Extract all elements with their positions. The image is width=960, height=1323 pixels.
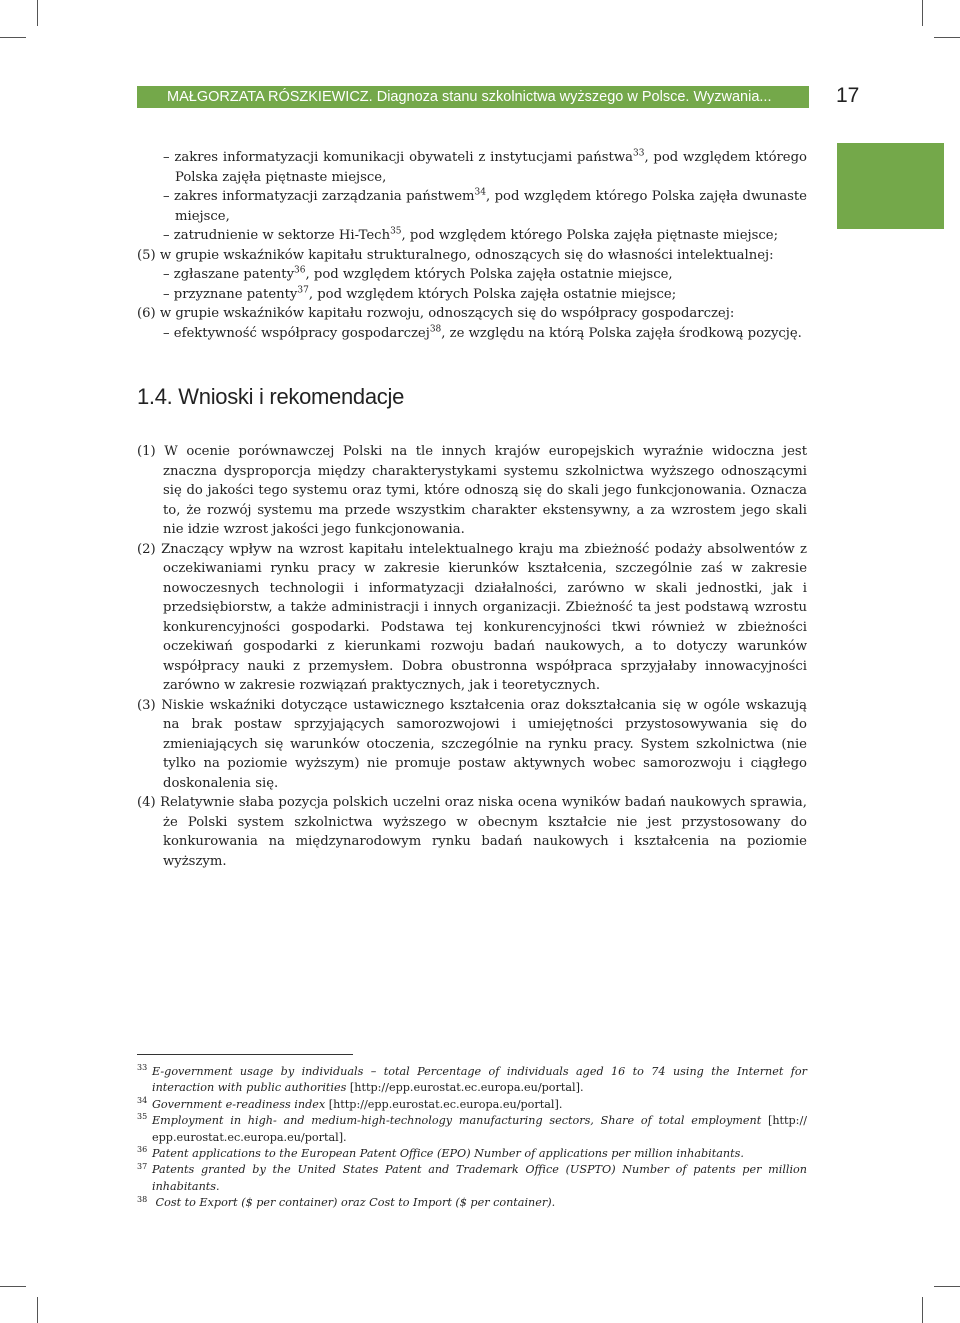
- list-item: – zakres informatyzacji komunikacji obywateli z instytucjami państwa$^{33}$, pod względem którego Polska zajęła piętnaste miejsce,: [163, 148, 807, 185]
- conclusion-item: (4) Relatywnie słaba pozycja polskich uczelni oraz niska ocena wyników badań naukowych sprawia, że Polski system szkolnictwa wyższego w obecnym kształcie nie jest przystosowany do konkurowania na międzynarodowym rynku badań naukowych i kształcenia na poziomie wyższym.: [137, 795, 807, 869]
- footnote-separator: [137, 1054, 353, 1055]
- crop-mark: [37, 0, 38, 26]
- list-item: – zatrudnienie w sektorze Hi-Tech$^{35}$, pod względem którego Polska zajęła piętnaste miejsce;: [163, 226, 779, 243]
- footnote-ref: 37: [297, 285, 309, 296]
- crop-mark: [934, 37, 960, 38]
- footnote: 34 Government e-readiness index [http://epp.eurostat.ec.europa.eu/portal].: [137, 1096, 563, 1111]
- list-group-heading: (6) w grupie wskaźników kapitału rozwoju, odnoszących się do współpracy gospodarczej:: [137, 306, 735, 321]
- footnote-ref: 36: [294, 265, 306, 276]
- section-title: 1.4. Wnioski i rekomendacje: [137, 384, 405, 409]
- crop-mark: [0, 1286, 26, 1287]
- crop-mark: [922, 0, 923, 26]
- footnote-ref: 33: [633, 148, 645, 159]
- footnote-text: Patent applications to the European Patent Office (EPO) Number of applications per million inhabitants.: [152, 1147, 744, 1161]
- footnote: 38 Cost to Export ($ per container) oraz Cost to Import ($ per container).: [137, 1194, 556, 1210]
- conclusions-list: [137, 442, 807, 871]
- footnote-source: [http://epp.eurostat.ec.europa.eu/portal].: [346, 1081, 584, 1095]
- footnote: 33 E-government usage by individuals – total Percentage of individuals aged 16 to 74 using the Internet for interaction with public authorities [http://epp.eurostat.ec.europa.eu/portal].: [137, 1063, 807, 1095]
- footnote: 36 Patent applications to the European Patent Office (EPO) Number of applications per million inhabitants.: [137, 1145, 744, 1161]
- chapter-marker-box: [837, 143, 944, 229]
- conclusion-item: (3) Niskie wskaźniki dotyczące ustawicznego kształcenia oraz dokształcania się w ogóle wskazują na brak postaw sprzyjających samorozwojowi i umiejętności przystosowywania się do zmieniających się warunków otoczenia, szczególnie na rynku pracy. System szkolnictwa (nie tylko na poziomie wyższym) nie promuje postaw aktywnych wobec samorozwoju i ciągłego doskonalenia się.: [137, 697, 807, 791]
- footnote: 37 Patents granted by the United States Patent and Trademark Office (USPTO) Number of patents per million inhabitants.: [137, 1161, 807, 1193]
- crop-mark: [922, 1297, 923, 1323]
- list-item-text: , pod względem których Polska zajęła ostatnie miejsce;: [308, 286, 677, 302]
- footnote-ref: 38: [429, 324, 442, 335]
- footnote-text: E-government usage by individuals – total Percentage of individuals aged 16 to 74 using the Internet for interaction with public authorities: [152, 1065, 807, 1095]
- list-item-text: zakres informatyzacji komunikacji obywateli z instytucjami państwa: [174, 150, 633, 165]
- indicator-list: [137, 148, 807, 343]
- conclusion-item: (1) W ocenie porównawczej Polski na tle innych krajów europejskich wyraźnie widoczna jest znaczna dysproporcja między charakterystykami systemu szkolnictwa wyższego odnoszącymi się do jakości tego systemu oraz tymi, które odnoszą się do skali jego funkcjonowania. Oznacza to, że rozwój systemu ma przede wszystkim charakter ekstensywny, a za wzrostem jego skali nie idzie wzrost jakości jego funkcjonowania.: [137, 444, 807, 537]
- list-item: – zgłaszane patenty$^{36}$, pod względem których Polska zajęła ostatnie miejsce,: [163, 265, 673, 282]
- footnote: 35 Employment in high- and medium-high-technology manufacturing sectors, Share of total employment [http:// epp.eurostat.ec.europa.eu/portal].: [137, 1112, 807, 1144]
- footnote-ref: 34: [474, 187, 486, 198]
- list-item: – efektywność współpracy gospodarczej$^{38}$, ze względu na którą Polska zajęła środkową pozycję.: [163, 324, 802, 341]
- footnote-source: [http://epp.eurostat.ec.europa.eu/portal].: [325, 1097, 563, 1111]
- footnote-text: Employment in high- and medium-high-technology manufacturing sectors, Share of total employment: [152, 1114, 762, 1128]
- crop-mark: [37, 1297, 38, 1323]
- footnote-text: Patents granted by the United States Patent and Trademark Office (USPTO) Number of patents per million inhabitants.: [152, 1163, 807, 1193]
- list-item-text: , ze względu na którą Polska zajęła środkową pozycję.: [441, 325, 802, 341]
- crop-mark: [0, 37, 26, 38]
- footnote-text: Cost to Export ($ per container) oraz Cost to Import ($ per container).: [152, 1196, 556, 1210]
- list-item-text: , pod względem którego Polska zajęła dwunaste miejsce,: [175, 189, 807, 224]
- crop-mark: [934, 1286, 960, 1287]
- footnote-text: Government e-readiness index: [152, 1097, 326, 1111]
- list-item: – zakres informatyzacji zarządzania państwem$^{34}$, pod względem którego Polska zajęła dwunaste miejsce,: [163, 187, 807, 224]
- list-item: – przyznane patenty$^{37}$, pod względem których Polska zajęła ostatnie miejsce;: [163, 285, 677, 302]
- list-item-text: efektywność współpracy gospodarczej: [173, 325, 430, 341]
- page-number: 17: [836, 84, 860, 107]
- list-item-text: , pod względem którego Polska zajęła piętnaste miejsce,: [175, 150, 807, 185]
- footnote-source: [http:// epp.eurostat.ec.europa.eu/portal].: [152, 1114, 807, 1144]
- conclusion-item: (2) Znaczący wpływ na wzrost kapitału intelektualnego kraju ma zbieżność podaży absolwentów z oczekiwaniami rynku pracy w zakresie kierunków kształcenia, szczególnie zaś w zakresie nowoczesnych technologii i informatyzacji działalności, zarówno w skali jednostki, jak i przedsiębiorstw, a także administracji i innych organizacji. Zbieżność ta jest podstawą wzrostu konkurencyjności gospodarki. Podstawa tej konkurencyjności tkwi również w zbieżności oczekiwań gospodarki z kierunkami rozwoju badań naukowych, a to dotyczy warunków współpracy nauki z przemysłem. Dobra obustronna współpraca sprzyjałaby innowacyjności zarówno w zakresie rozwiązań praktycznych, jak i teoretycznych.: [137, 541, 807, 693]
- list-item-text: zatrudnienie w sektorze Hi-Tech: [173, 228, 391, 243]
- list-item-text: , pod względem którego Polska zajęła piętnaste miejsce;: [401, 228, 779, 243]
- list-item-text: zgłaszane patenty: [173, 267, 295, 282]
- footnote-ref: 35: [390, 226, 402, 237]
- footnotes: [137, 1064, 807, 1212]
- list-item-text: przyznane patenty: [173, 286, 298, 302]
- list-item-text: , pod względem których Polska zajęła ostatnie miejsce,: [305, 267, 673, 282]
- list-group-heading: (5) w grupie wskaźników kapitału strukturalnego, odnoszących się do własności intelektualnej:: [137, 247, 774, 263]
- list-item-text: zakres informatyzacji zarządzania państwem: [174, 189, 475, 204]
- running-header: MAŁGORZATA RÓSZKIEWICZ. Diagnoza stanu szkolnictwa wyższego w Polsce. Wyzwania...: [137, 86, 809, 108]
